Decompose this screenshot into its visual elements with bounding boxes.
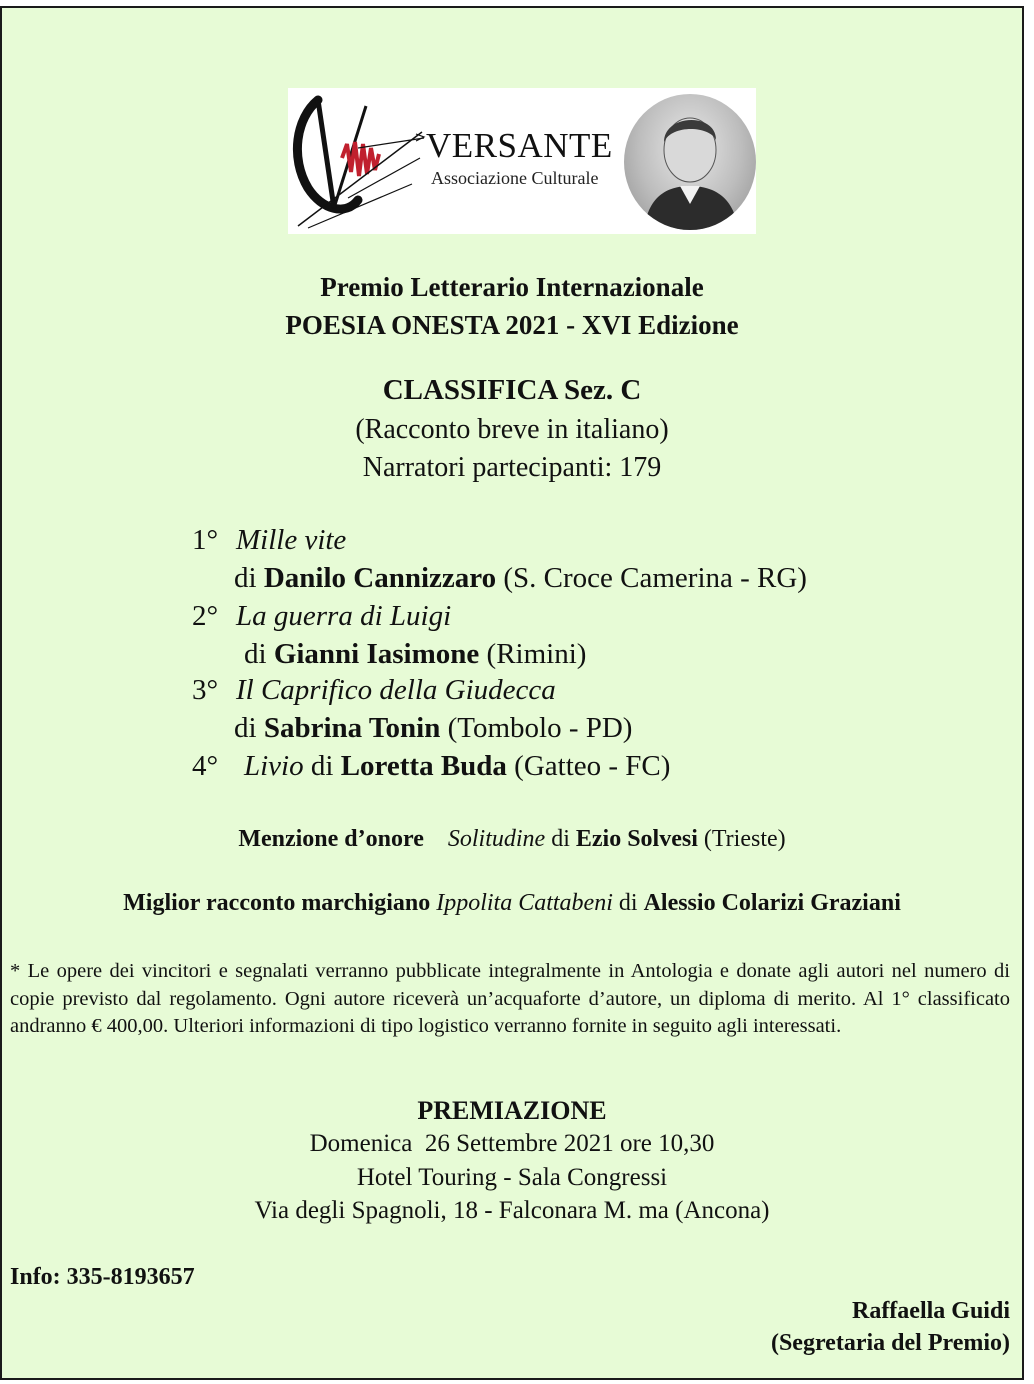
- rank-3-author: Sabrina Tonin: [263, 712, 441, 744]
- signature-role: (Segretaria del Premio): [770, 1330, 1010, 1356]
- rank-2-author-line: di Gianni Iasimone (Rimini): [244, 638, 587, 670]
- rank-1-origin: (S. Croce Camerina - RG): [503, 562, 807, 594]
- mention-label: Menzione d’onore: [238, 826, 424, 852]
- rank-4-origin: (Gatteo - FC): [514, 750, 671, 782]
- rank-4-author: Loretta Buda: [340, 750, 507, 782]
- footnote: * Le opere dei vincitori e segnalati verranno pubblicate integralmente in Antologia e donate agli autori nel numero di copie previsto dal regolamento. Ogni autore riceverà un’acquaforte d’autore, un diploma di merito. Al 1° classificato andranno € 400,00. Ulteriori informazioni di tipo logistico verranno fornite in seguito agli interessati.: [10, 960, 1010, 1037]
- ceremony-address: Via degli Spagnoli, 18 - Falconara M. ma (Ancona): [254, 1197, 770, 1224]
- section-subtitle: (Racconto breve in italiano): [355, 414, 669, 445]
- logo-subtitle: Associazione Culturale: [431, 168, 599, 188]
- ceremony-venue: Hotel Touring - Sala Congressi: [356, 1164, 668, 1191]
- signature-name: Raffaella Guidi: [851, 1298, 1010, 1324]
- best-regional-author: Alessio Colarizi Graziani: [643, 890, 901, 916]
- best-regional-work: Ippolita Cattabeni: [436, 890, 613, 916]
- rank-4-place: 4°: [192, 750, 219, 782]
- best-regional-story: Miglior racconto marchigiano Ippolita Cattabeni di Alessio Colarizi Graziani: [123, 890, 901, 916]
- rank-1-place: 1°: [192, 524, 219, 556]
- ceremony-title: PREMIAZIONE: [417, 1096, 607, 1125]
- best-regional-label: Miglior racconto marchigiano: [123, 890, 431, 916]
- rank-1-author: Danilo Cannizzaro: [263, 562, 497, 594]
- rank-2-title-line: [192, 600, 451, 633]
- rank-3-work: Il Caprifico della Giudecca: [236, 674, 556, 706]
- mention-author: Ezio Solvesi: [575, 826, 698, 852]
- rank-2-place: 2°: [192, 600, 219, 632]
- participants-count: Narratori partecipanti: 179: [362, 452, 662, 483]
- rank-4-line: 4° Livio di Loretta Buda (Gatteo - FC): [192, 750, 671, 782]
- ceremony-date: Domenica 26 Settembre 2021 ore 10,30: [309, 1130, 715, 1157]
- title-line-1: Premio Letterario Internazionale: [320, 272, 704, 302]
- poster-page: [0, 6, 1024, 1380]
- rank-3-title-line: [192, 674, 556, 707]
- rank-1-work: Mille vite: [236, 524, 347, 556]
- rank-1-author-line: di Danilo Cannizzaro (S. Croce Camerina - RG): [234, 562, 807, 594]
- portrait-image: [624, 94, 756, 230]
- rank-2-author: Gianni Iasimone: [273, 638, 480, 670]
- rank-1-title-line: [192, 524, 346, 557]
- section-title: CLASSIFICA Sez. C: [382, 374, 642, 406]
- rank-3-author-line: di Sabrina Tonin (Tombolo - PD): [234, 712, 633, 744]
- rank-3-origin: (Tombolo - PD): [447, 712, 633, 744]
- info-phone: Info: 335-8193657: [10, 1264, 195, 1290]
- mention-origin: (Trieste): [703, 826, 786, 852]
- title-line-2: POESIA ONESTA 2021 - XVI Edizione: [285, 310, 739, 340]
- versante-logo: [288, 88, 756, 234]
- logo-name: VERSANTE: [426, 126, 613, 165]
- mention-work: Solitudine: [447, 826, 546, 852]
- rank-2-work: La guerra di Luigi: [236, 600, 452, 632]
- rank-4-work: Livio: [244, 750, 304, 782]
- honorable-mention: Menzione d’onore Solitudine di Ezio Solvesi (Trieste): [238, 826, 786, 852]
- rank-3-place: 3°: [192, 674, 219, 706]
- rank-2-origin: (Rimini): [486, 638, 587, 670]
